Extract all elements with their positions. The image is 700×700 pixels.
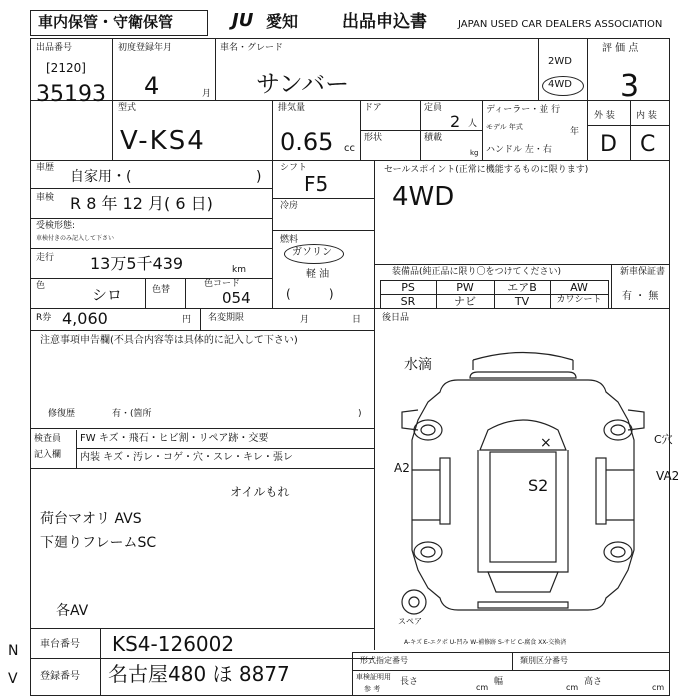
divider <box>30 160 670 161</box>
score-label: 評 価 点 <box>602 43 639 54</box>
equipment-pw: PW <box>456 281 474 294</box>
divider <box>494 280 495 308</box>
drive-2wd: 2WD <box>548 56 572 67</box>
divider <box>512 652 513 670</box>
drive-4wd: 4WD <box>548 79 572 90</box>
recycle-value: 4,060 <box>62 309 108 328</box>
shift-value: F5 <box>304 172 329 196</box>
notes-title: 注意事項申告欄(不具合内容等は具体的に記入して下さい) <box>40 335 298 346</box>
history-value: 自家用・( <box>70 169 132 185</box>
interior-label: 内 装 <box>636 111 657 121</box>
damage-mark-center: S2 <box>528 476 549 495</box>
reference-label: 参 考 <box>364 685 381 693</box>
capacity: 2 <box>450 112 461 131</box>
divider <box>30 628 374 629</box>
equipment-title: 装備品(純正品に限り〇をつけてください) <box>392 267 562 277</box>
color-code: 054 <box>222 289 251 307</box>
divider <box>100 628 101 696</box>
registration-number-label: 登録番号 <box>40 671 80 682</box>
divider <box>30 100 670 101</box>
divider <box>630 100 631 160</box>
ju-logo: JU <box>232 10 254 31</box>
spare-tire-label: スペア <box>398 617 422 626</box>
shift-label: シフト <box>280 163 308 173</box>
divider <box>360 130 482 131</box>
interior-grade: C <box>640 132 656 157</box>
length-label: 長さ <box>400 677 419 687</box>
divider <box>436 280 437 308</box>
oil-leak-note: オイルもれ <box>230 485 290 499</box>
category-number-label: 類別区分番号 <box>520 656 568 665</box>
year-unit: 年 <box>570 127 580 137</box>
sales-point-value: 4WD <box>392 182 455 212</box>
divider <box>611 264 612 308</box>
form-title: 出品申込書 <box>342 12 427 32</box>
divider <box>272 230 374 231</box>
mileage-value: 13万5千439 <box>90 254 184 273</box>
divider <box>185 278 186 308</box>
divider <box>145 278 146 308</box>
person-unit: 人 <box>468 119 478 129</box>
divider <box>352 652 670 653</box>
length-unit: cm <box>476 683 489 692</box>
back-item-label: 後日品 <box>382 313 410 323</box>
equipment-ps: PS <box>401 281 415 294</box>
water-leak-mark: 水滴 <box>404 357 432 373</box>
divider <box>374 160 375 308</box>
registration-number: 名古屋480 ほ 8877 <box>108 662 290 686</box>
new-car-warranty-label: 新車保証書 <box>620 267 666 277</box>
capacity-label: 定員 <box>424 103 443 113</box>
divider <box>272 100 273 160</box>
transfer-note: 車検付きのみ記入して下さい <box>36 235 115 242</box>
divider <box>538 38 539 100</box>
fuel-label: 燃料 <box>280 235 299 245</box>
check-mark-v: V <box>8 671 18 687</box>
width-label: 幅 <box>494 677 504 687</box>
divider <box>587 38 588 160</box>
divider <box>352 652 353 696</box>
name-change-label: 名変期限 <box>208 313 245 323</box>
divider <box>76 430 77 468</box>
handle-label: ハンドル 左・右 <box>486 145 552 155</box>
cc-unit: cc <box>344 143 355 154</box>
note-av: 各AV <box>56 603 89 619</box>
repair-history-label: 修復歴 <box>48 409 76 419</box>
new-car-warranty-value: 有 ・ 無 <box>622 291 659 302</box>
damage-mark-x: × <box>540 435 552 451</box>
divider <box>30 248 272 249</box>
fuel-gasoline: ガソリン <box>292 247 332 258</box>
divider <box>608 280 609 308</box>
damage-mark-right: VA2 <box>656 469 680 483</box>
divider <box>76 448 374 449</box>
divider <box>30 330 374 331</box>
type-designation-label: 形式指定番号 <box>360 656 408 665</box>
chassis-number: KS4-126002 <box>112 632 235 656</box>
divider <box>380 280 381 308</box>
color-change-label: 色替 <box>152 285 171 295</box>
lot-number: 35193 <box>36 82 106 107</box>
repair-history-close: ) <box>358 409 362 419</box>
car-name: サンバー <box>256 70 350 98</box>
day-label: 日 <box>352 315 362 325</box>
divider <box>30 658 374 659</box>
load-label: 積載 <box>424 133 443 143</box>
divider <box>30 188 272 189</box>
equipment-navi: ナビ <box>454 295 476 308</box>
color-label: 色 <box>36 281 46 291</box>
interior-checklist: 内装 キズ・汚レ・コゲ・穴・スレ・キレ・張レ <box>80 452 293 463</box>
car-name-label: 車名・グレード <box>220 43 284 53</box>
width-unit: cm <box>566 683 579 692</box>
note-frame-sc: 下廻りフレームSC <box>40 535 157 551</box>
km-unit: km <box>232 265 246 275</box>
history-close: ) <box>256 169 262 185</box>
repair-history-value: 有・(箇所 <box>112 409 152 419</box>
sales-point-label: セールスポイント(正常に機能するものに限ります) <box>384 165 589 175</box>
model-year-label: モデル 年式 <box>486 123 523 131</box>
cooler-label: 冷房 <box>280 201 299 211</box>
shape-label: 形状 <box>364 133 383 143</box>
lot-number-label: 出品番号 <box>36 43 73 53</box>
recycle-label: R券 <box>36 313 52 323</box>
divider <box>374 264 670 265</box>
fw-checklist: FW キズ・飛石・ヒビ割・リペア跡・交要 <box>80 433 269 444</box>
entry-field-label: 記入欄 <box>34 450 62 460</box>
inspection-expiry: R 8 年 12 月( 6 日) <box>70 194 213 213</box>
displacement: 0.65 <box>280 128 334 156</box>
fuel-paren: ( ) <box>286 287 334 301</box>
color-code-label: 色コード <box>204 279 241 289</box>
divider <box>215 38 216 100</box>
transfer-label: 受検形態: <box>36 221 76 231</box>
dealer-label: ディーラー・並 行 <box>486 105 561 115</box>
month-unit: 月 <box>202 89 212 99</box>
divider <box>112 38 113 160</box>
check-mark-n: N <box>8 643 19 659</box>
chassis-number-label: 車台番号 <box>40 639 80 650</box>
equipment-aw: AW <box>570 281 588 294</box>
divider <box>550 280 551 308</box>
height-label: 高さ <box>584 677 603 687</box>
height-unit: cm <box>652 683 665 692</box>
divider <box>272 160 273 308</box>
kg-unit: kg <box>470 149 479 157</box>
divider <box>587 125 670 126</box>
damage-legend: A-キズ E-エクボ U-凹み W-補修跡 S-サビ C-腐食 XX-交換済 <box>404 639 567 646</box>
fuel-diesel: 軽 油 <box>306 269 330 280</box>
exterior-label: 外 装 <box>594 111 615 121</box>
first-registration-year: 4 <box>144 72 160 100</box>
vehicle-damage-diagram <box>378 340 668 652</box>
color-value: シロ <box>92 286 123 304</box>
cert-use-label: 車検証明用 <box>356 673 391 681</box>
lot-code: [2120] <box>46 61 86 75</box>
divider <box>30 218 272 219</box>
exterior-grade: D <box>600 132 617 157</box>
equipment-tv: TV <box>514 295 530 308</box>
yen-unit: 円 <box>182 315 192 325</box>
org-name: 愛知 <box>266 12 299 31</box>
divider <box>30 428 374 429</box>
displacement-label: 排気量 <box>278 103 306 113</box>
first-registration-label: 初度登録年月 <box>118 43 173 53</box>
divider <box>30 468 374 469</box>
inspector-label: 検査員 <box>34 434 62 444</box>
divider <box>30 308 670 309</box>
damage-mark-left: A2 <box>394 461 410 475</box>
divider <box>374 308 375 650</box>
note-bed-avs: 荷台マオリ AVS <box>40 511 142 527</box>
inspection-label: 車検 <box>36 193 55 203</box>
history-label: 車歴 <box>36 163 55 173</box>
equipment-sr: SR <box>400 295 416 308</box>
score-value: 3 <box>620 69 640 104</box>
divider <box>482 100 483 160</box>
storage-label: 車内保管・守衛保管 <box>38 13 174 31</box>
divider <box>272 198 374 199</box>
mileage-label: 走行 <box>36 253 55 263</box>
door-label: ドア <box>364 103 382 113</box>
model-type-label: 型式 <box>118 103 137 113</box>
equipment-leather-seat: カワシート <box>556 295 602 305</box>
association-name: JAPAN USED CAR DEALERS ASSOCIATION <box>458 19 663 30</box>
damage-mark-top-right: C穴 <box>654 433 673 446</box>
divider <box>352 670 670 671</box>
month-label: 月 <box>300 315 310 325</box>
divider <box>200 308 201 330</box>
equipment-airbag: エアB <box>507 281 537 294</box>
model-type: V-KS4 <box>120 126 206 156</box>
